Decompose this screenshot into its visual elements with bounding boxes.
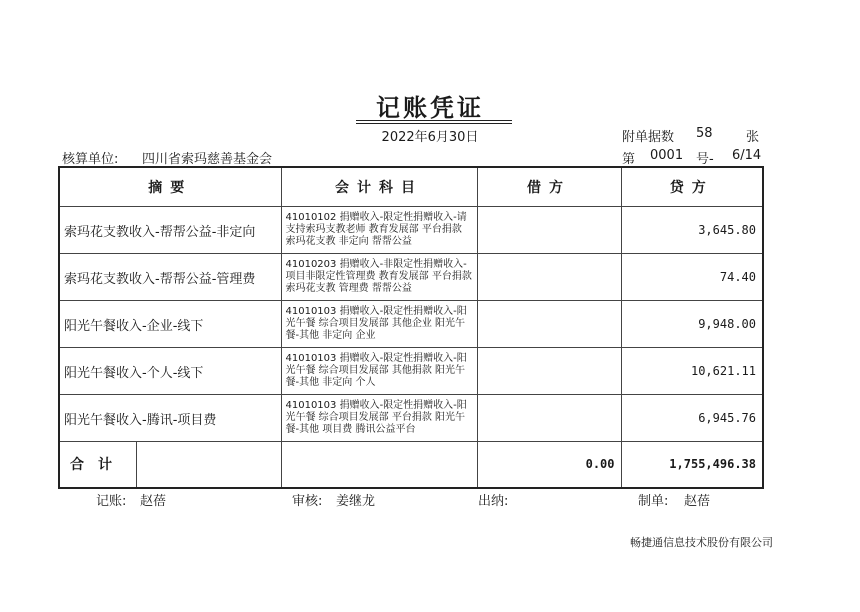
header-summary: 摘要 (59, 167, 281, 207)
preparer-label: 制单: (638, 494, 669, 509)
row-credit: 74.40 (621, 254, 763, 301)
footer-company: 畅捷通信息技术股份有限公司 (630, 536, 773, 549)
voucher-no-label: 第 (622, 152, 636, 167)
row-account: 41010102 捐赠收入-限定性捐赠收入-请支持索玛支教老师 教育发展部 平台捐款 索玛花支教 非定向 帮帮公益 (281, 207, 477, 254)
row-summary: 阳光午餐收入-企业-线下 (59, 301, 281, 348)
row-debit (477, 254, 621, 301)
row-account: 41010103 捐赠收入-限定性捐赠收入-阳光午餐 综合项目发展部 其他企业 阳光午餐-其他 非定向 企业 (281, 301, 477, 348)
attachments-count: 58 (696, 126, 713, 141)
row-debit (477, 301, 621, 348)
voucher-date: 2022年6月30日 (381, 130, 479, 145)
voucher-title: 记账凭证 (376, 94, 484, 122)
row-credit: 10,621.11 (621, 348, 763, 395)
row-summary: 阳光午餐收入-腾讯-项目费 (59, 395, 281, 442)
preparer-name: 赵蓓 (684, 494, 711, 509)
attachments-label: 附单据数 (622, 130, 675, 145)
row-debit (477, 207, 621, 254)
row-credit: 3,645.80 (621, 207, 763, 254)
row-summary: 阳光午餐收入-个人-线下 (59, 348, 281, 395)
row-account: 41010103 捐赠收入-限定性捐赠收入-阳光午餐 综合项目发展部 平台捐款 阳光午餐-其他 项目费 腾讯公益平台 (281, 395, 477, 442)
header-debit: 借方 (477, 167, 621, 207)
table-row (59, 348, 763, 395)
total-cell (59, 442, 281, 488)
table-row (59, 207, 763, 254)
reviewer-name: 姜继龙 (336, 494, 376, 509)
title-underline (356, 120, 512, 121)
row-debit (477, 395, 621, 442)
table-row (59, 254, 763, 301)
header-credit: 贷方 (621, 167, 763, 207)
bookkeeper-label: 记账: (96, 494, 127, 509)
unit-label: 核算单位: (62, 152, 119, 167)
cashier-label: 出纳: (478, 494, 509, 509)
bookkeeper-name: 赵蓓 (140, 494, 167, 509)
table-row (59, 395, 763, 442)
row-credit: 6,945.76 (621, 395, 763, 442)
row-account: 41010103 捐赠收入-限定性捐赠收入-阳光午餐 综合项目发展部 其他捐款 阳光午餐-其他 非定向 个人 (281, 348, 477, 395)
title-underline-double (356, 123, 512, 124)
reviewer-label: 审核: (292, 494, 323, 509)
row-summary: 索玛花支教收入-帮帮公益-非定向 (59, 207, 281, 254)
total-credit: 1,755,496.38 (621, 442, 763, 488)
header-row (59, 167, 763, 207)
table-row (59, 301, 763, 348)
header-account: 会计科目 (281, 167, 477, 207)
voucher-table (58, 166, 764, 489)
voucher-no-suffix: 号- (696, 152, 714, 167)
unit-name: 四川省索玛慈善基金会 (142, 152, 273, 167)
page-number: 6/14 (732, 148, 762, 163)
total-row (59, 442, 763, 488)
voucher-no: 0001 (650, 148, 684, 163)
total-debit: 0.00 (477, 442, 621, 488)
row-account: 41010203 捐赠收入-非限定性捐赠收入-项目非限定性管理费 教育发展部 平台捐款 索玛花支教 管理费 帮帮公益 (281, 254, 477, 301)
total-label: 合计 (60, 442, 137, 487)
attachments-unit: 张 (746, 130, 760, 145)
row-credit: 9,948.00 (621, 301, 763, 348)
row-debit (477, 348, 621, 395)
row-summary: 索玛花支教收入-帮帮公益-管理费 (59, 254, 281, 301)
total-account-blank (281, 442, 477, 488)
